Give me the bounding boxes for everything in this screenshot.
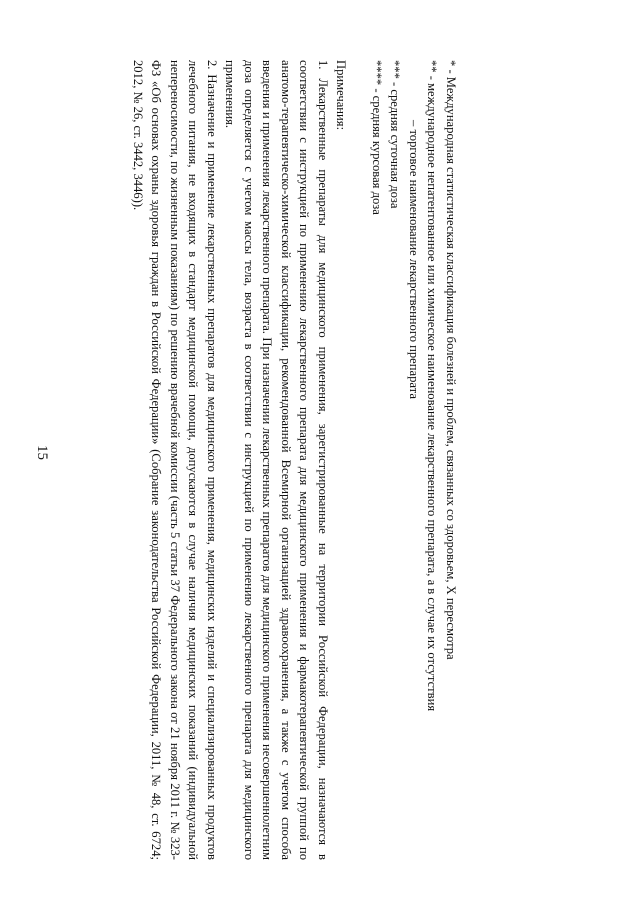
note-item-1: 1. Лекарственные препараты для медицинского применения, зарегистрированные на территории Российской Федерации, назначаются в соответствии с инструкцией по применению лекарственного препарата для медицинского применения и фармакотерапевтической группой по анатомо-терапевтическо-химической классификации, рекомендованной Всемирной организацией здравоохранения, а также с учетом способа введения и применения лекарственного препарата. При назначении лекарственных препаратов для медицинского применения несовершеннолетним доза определяется с учетом массы тела, возраста в соответствии с инструкцией по применению лекарственного препарата для медицинского применения. <box>223 60 330 860</box>
document-body <box>129 60 461 860</box>
footnote-daily-dose: *** - средняя суточная доза <box>388 60 403 209</box>
footnote-trade-name: – торговое наименование лекарственного препарата <box>407 120 421 399</box>
notes-section <box>129 60 351 860</box>
footnote-mkb: * - Международная статистическая классификация болезней и проблем, связанных со здоровьем, X пересмотра <box>444 60 458 660</box>
notes-title: Примечания: <box>334 60 349 131</box>
footnote-course-dose: **** - средняя курсовая доза <box>370 60 384 215</box>
footnote-inn: ** - международное непатентованное или химическое наименование лекарственного препарата, а в случае их отсутствия <box>425 60 440 712</box>
page-number: 15 <box>34 445 50 460</box>
note-item-2: 2. Назначение и применение лекарственных препаратов для медицинского применения, медицинских изделий и специализированных продуктов лечебного питания, не входящих в стандарт медицинской помощи, допускаются в случае наличия медицинских показаний (индивидуальной непереносимости, по жизненным показаниям) по решению врачебной комиссии (часть 5 статьи 37 Федерального закона от 21 ноября 2011 г. № 323-ФЗ «Об основах охраны здоровья граждан в Российской Федерации» (Собрание законодательства Российской Федерации, 2011, № 48, ст. 6724; 2012, № 26, ст. 3442, 3446)). <box>131 60 219 860</box>
